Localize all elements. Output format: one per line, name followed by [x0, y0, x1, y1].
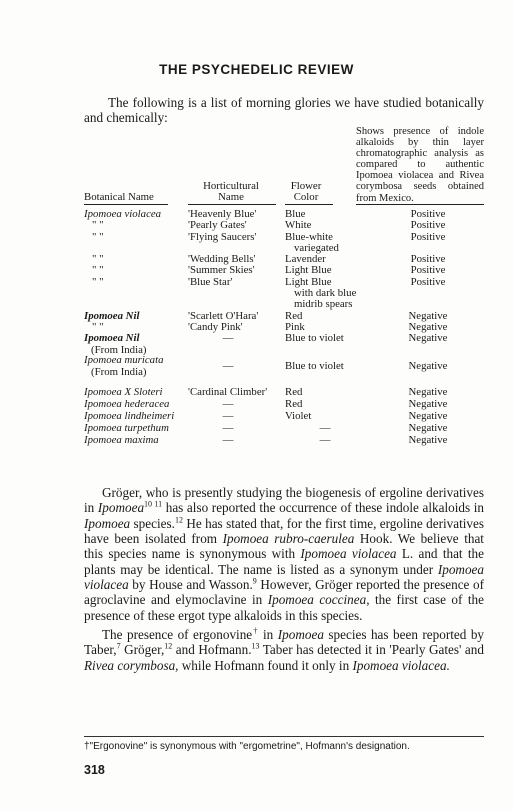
table-row: Ipomoea turpethum — — Negative [84, 421, 448, 434]
header-rule [285, 204, 333, 205]
table-row: " " 'Wedding Bells' Lavender Positive [92, 253, 446, 266]
table-row: Ipomoea lindheimeri — Violet Negative [84, 409, 448, 422]
footnote-rule [84, 736, 484, 737]
header-indole-analysis: Shows presence of indole alkaloids by thin layer chromatographic analysis as compared to authentic Ipomoea violacea and Rivea corymbosa seeds obtained from Mexico. [356, 126, 484, 204]
paragraph-ergonovine: The presence of ergonovine† in Ipomoea species has been reported by Taber,$^7$ Gröger,$^{12}$ and Hofmann.$^{13}$ Taber has detected it in 'Pearly Gates' and Rivea corymbosa, while Hofmann found it only in Ipomoea violacea. [84, 626, 485, 673]
table-row: " " 'Summer Skies' Light Blue Positive [92, 264, 446, 277]
table-row: Ipomoea Nil 'Scarlett O'Hara' Red Negative [84, 309, 448, 322]
page-number: 318 [84, 763, 105, 777]
table-row: " " 'Pearly Gates' White Positive [92, 219, 446, 232]
paragraph-groger: Gröger, who is presently studying the biogenesis of ergoline derivatives in Ipomoea$^{10 11}$ has also reported the occurrence of these indole alkaloids in Ipomoea species.$^{12}$ He has stated that, for the first time, ergoline derivatives have been isolated from Ipomoea rubro-caerulea Hook. We believe that this species name is synonymous with Ipomoea violacea L. and that the plants may be identical. The name is listed as a synonym under Ipomoea violacea by House and Wasson.$^9$ However, Gröger reported the presence of agroclavine and elymoclavine in Ipomoea coccinea, the first case of the presence of these ergot type alkaloids in this species. [84, 485, 485, 623]
intro-paragraph [84, 95, 484, 125]
header-horticultural-name: Horticultural Name [203, 180, 259, 204]
running-header: THE PSYCHEDELIC REVIEW [159, 62, 354, 77]
table-row: " " 'Blue Star' Light Blue with dark blue midrib spears Positive [92, 275, 446, 311]
header-rule [84, 204, 168, 205]
table-row: Ipomoea Nil (From India) — Blue to violet Negative [84, 332, 448, 356]
table-row: Ipomoea muricata (From India) — Blue to violet Negative [84, 354, 448, 378]
body-text [84, 485, 484, 673]
table-row: Ipomoea violacea 'Heavenly Blue' Blue Positive [84, 208, 446, 220]
table-row: " " 'Flying Saucers' Blue-white variegated Positive [92, 230, 446, 254]
header-rule [356, 204, 484, 205]
header-botanical-name: Botanical Name [84, 191, 154, 203]
table-row: " " 'Candy Pink' Pink Negative [92, 320, 448, 333]
table-row: Ipomoea hederacea — Red Negative [84, 397, 448, 410]
footnote: †"Ergonovine" is synonymous with "ergometrine", Hofmann's designation. [84, 741, 410, 752]
morning-glory-table [84, 209, 484, 447]
header-flower-color: Flower Color [290, 180, 322, 204]
table-row: Ipomoea X Sloteri 'Cardinal Climber' Red Negative [84, 385, 448, 398]
intro-text: The following is a list of morning glories we have studied botanically and chemically: [84, 95, 484, 125]
header-rule [188, 204, 276, 205]
table-row: Ipomoea maxima — — Negative [84, 433, 448, 446]
